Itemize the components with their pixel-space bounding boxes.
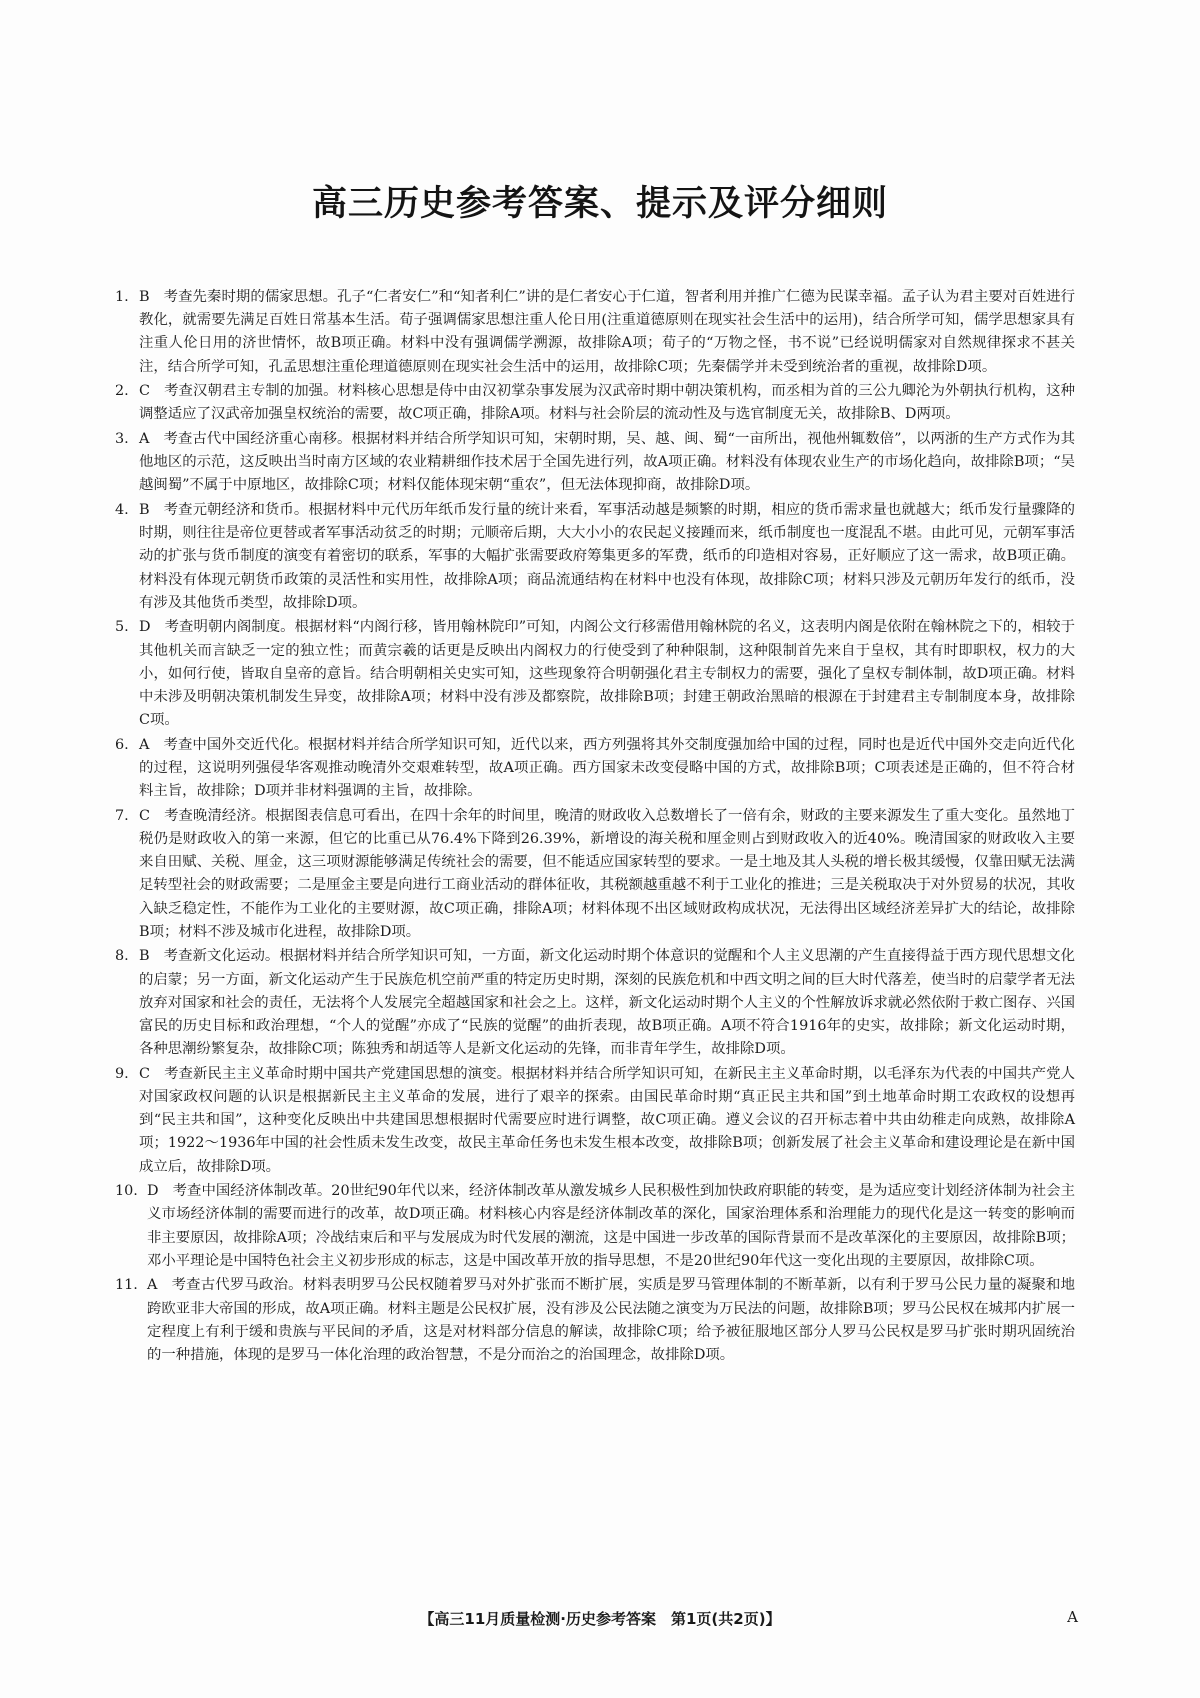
answer-choice: D	[147, 1183, 159, 1200]
answer-explanation: 考查明朝内阁制度。根据材料“内阁行移，皆用翰林院印”可知，内阁公文行移需借用翰林院的名义，这表明内阁是依附在翰林院之下的，相较于其他机关而言缺乏一定的独立性；而黄宗羲的话更是反映出内阁权力的行使受到了种种限制，这种限制首先来自于皇权，其有时即职权，权力的大小，如何行使，皆取自皇帝的意旨。结合明朝相关史实可知，这些现象符合明朝强化君主专制权力的需要，强化了皇权专制体制，故D项正确。材料中未涉及明朝决策机制发生异变，故排除A项；材料中没有涉及都察院，故排除B项；封建王朝政治黑暗的根源在于封建君主专制制度本身，故排除C项。	[139, 619, 1075, 729]
question-number: 9.	[115, 1065, 129, 1082]
answer-choice: B	[139, 502, 150, 518]
answer-number	[115, 499, 129, 522]
answer-choice: C	[139, 807, 151, 824]
answer-number	[115, 1063, 129, 1086]
answer-item	[115, 945, 1075, 1061]
answer-explanation: 考查新民主主义革命时期中国共产党建国思想的演变。根据材料并结合所学知识可知，在新民主主义革命时期，以毛泽东为代表的中国共产党人对国家政权问题的认识是根据新民主主义革命的发展，进行了艰辛的探索。由国民革命时期“真正民主共和国”到土地革命时期工农政权的设想再到“民主共和国”，这种变化反映出中共建国思想根据时代需要应时进行调整，故C项正确。遵义会议的召开标志着中共由幼稚走向成熟，故排除A项；1922～1936年中国的社会性质未发生改变，故民主革命任务也未发生根本改变，故排除B项；创新发展了社会主义革命和建设理论是在新中国成立后，故排除D项。	[139, 1065, 1075, 1175]
question-number: 1.	[115, 289, 129, 305]
question-number: 3.	[115, 431, 129, 447]
question-number: 8.	[115, 948, 129, 965]
answer-number	[115, 805, 129, 828]
question-number: 11.	[115, 1277, 138, 1294]
answer-choice: A	[147, 1277, 158, 1294]
version-mark: A	[1067, 1608, 1078, 1626]
answer-item	[115, 286, 1075, 379]
answer-explanation: 考查先秦时期的儒家思想。孔子“仁者安仁”和“知者利仁”讲的是仁者安心于仁道，智者利用并推广仁德为民谋幸福。孟子认为君主要对百姓进行教化，就需要先满足百姓日常基本生活。荀子强调儒家思想注重人伦日用(注重道德原则在现实社会生活中的运用)，结合所学可知，儒学思想家具有注重人伦日用的济世情怀，故B项正确。材料中没有强调儒学溯源，故排除A项；荀子的“万物之怪，书不说”已经说明儒家对自然规律探求不甚关注，结合所学可知，孔孟思想注重伦理道德原则在现实社会生活中的运用，故排除C项；先秦儒学并未受到统治者的重视，故排除D项。	[139, 289, 1075, 375]
answer-choice: B	[139, 948, 150, 965]
answer-number	[115, 616, 129, 639]
answer-explanation: 考查古代罗马政治。材料表明罗马公民权随着罗马对外扩张而不断扩展，实质是罗马管理体制的不断革新，以有利于罗马公民力量的凝聚和地跨欧亚非大帝国的形成，故A项正确。材料主题是公民权扩展，没有涉及公民法随之演变为万民法的问题，故排除B项；罗马公民权在城邦内扩展一定程度上有利于缓和贵族与平民间的矛盾，这是对材料部分信息的解读，故排除C项；给予被征服地区部分人罗马公民权是罗马扩张时期巩固统治的一种措施，体现的是罗马一体化治理的政治智慧，不是分而治之的治国理念，故排除D项。	[147, 1277, 1075, 1364]
answer-item	[115, 734, 1075, 804]
answer-number	[115, 380, 129, 403]
question-number: 5.	[115, 619, 129, 636]
question-number: 2.	[115, 383, 129, 400]
answer-item	[115, 805, 1075, 944]
answer-item	[115, 1063, 1075, 1179]
answer-list	[115, 286, 1075, 1369]
question-number: 7.	[115, 807, 129, 824]
answer-choice: A	[139, 431, 150, 447]
answer-choice: C	[139, 383, 151, 400]
answer-number	[115, 1180, 138, 1203]
answer-item	[115, 1180, 1075, 1273]
question-number: 6.	[115, 736, 129, 753]
answer-number	[115, 1274, 138, 1297]
answer-number	[115, 945, 129, 968]
answer-explanation: 考查新文化运动。根据材料并结合所学知识可知，一方面，新文化运动时期个体意识的觉醒和个人主义思潮的产生直接得益于西方现代思想文化的启蒙；另一方面，新文化运动产生于民族危机空前严重的特定历史时期，深刻的民族危机和中西文明之间的巨大时代落差，使当时的启蒙学者无法放弃对国家和社会的责任，无法将个人发展完全超越国家和社会之上。这样，新文化运动时期个人主义的个性解放诉求就必然依附于救亡图存、兴国富民的历史目标和政治理想，“个人的觉醒”亦成了“民族的觉醒”的曲折表现，故B项正确。A项不符合1916年的史实，故排除；新文化运动时期，各种思潮纷繁复杂，故排除C项；陈独秀和胡适等人是新文化运动的先锋，而非青年学生，故排除D项。	[139, 948, 1075, 1058]
answer-item	[115, 499, 1075, 615]
question-number: 4.	[115, 502, 129, 518]
answer-choice: A	[139, 736, 150, 753]
answer-item	[115, 380, 1075, 426]
answer-choice: D	[139, 619, 151, 636]
answer-number	[115, 286, 129, 309]
answer-item	[115, 616, 1075, 732]
answer-number	[115, 734, 129, 757]
answer-explanation: 考查元朝经济和货币。根据材料中元代历年纸币发行量的统计来看，军事活动越是频繁的时期，相应的货币需求量也就越大；纸币发行量骤降的时期，则往往是帝位更替或者军事活动贫乏的时期；元顺帝后期，大大小小的农民起义接踵而来，纸币制度也一度混乱不堪。由此可见，元朝军事活动的扩张与货币制度的演变有着密切的联系，军事的大幅扩张需要政府筹集更多的军费，纸币的印造相对容易，正好顺应了这一需求，故B项正确。材料没有体现元朝货币政策的灵活性和实用性，故排除A项；商品流通结构在材料中也没有体现，故排除C项；材料只涉及元朝历年发行的纸币，没有涉及其他货币类型，故排除D项。	[139, 502, 1075, 611]
answer-explanation: 考查中国外交近代化。根据材料并结合所学知识可知，近代以来，西方列强将其外交制度强加给中国的过程，同时也是近代中国外交走向近代化的过程，这说明列强侵华客观推动晚清外交艰难转型，故A项正确。西方国家未改变侵略中国的方式，故排除B项；C项表述是正确的，但不符合材料主旨，故排除；D项并非材料强调的主旨，故排除。	[139, 736, 1075, 800]
page-title: 高三历史参考答案、提示及评分细则	[311, 184, 888, 224]
answer-explanation: 考查中国经济体制改革。20世纪90年代以来，经济体制改革从激发城乡人民积极性到加快政府职能的转变，是为适应变计划经济体制为社会主义市场经济体制的需要而进行的改革，故D项正确。材料核心内容是经济体制改革的深化，国家治理体系和治理能力的现代化是这一转变的影响而非主要原因，故排除A项；冷战结束后和平与发展成为时代发展的潮流，这是中国进一步改革的国际背景而不是改革深化的主要原因，故排除B项；邓小平理论是中国特色社会主义初步形成的标志，这是中国改革开放的指导思想，不是20世纪90年代这一变化出现的主要原因，故排除C项。	[147, 1183, 1075, 1269]
answer-explanation: 考查古代中国经济重心南移。根据材料并结合所学知识可知，宋朝时期，吴、越、闽、蜀“一亩所出，视他州辄数倍”，以两浙的生产方式作为其他地区的示范，这反映出当时南方区域的农业精耕细作技术居于全国先进行列，故A项正确。材料没有体现农业生产的市场化趋向，故排除B项；“吴越闽蜀”不属于中原地区，故排除C项；材料仅能体现宋朝“重农”，但无法体现抑商，故排除D项。	[139, 431, 1075, 494]
answer-number	[115, 428, 129, 451]
footer-text: 【高三11月质量检测·历史参考答案 第1页(共2页)】	[419, 1610, 781, 1628]
answer-item	[115, 428, 1075, 498]
answer-explanation: 考查汉朝君主专制的加强。材料核心思想是侍中由汉初掌杂事发展为汉武帝时期中朝决策机构，而丞相为首的三公九卿沦为外朝执行机构，这种调整适应了汉武帝加强皇权统治的需要，故C项正确，排除A项。材料与社会阶层的流动性及与选官制度无关，故排除B、D两项。	[139, 383, 1075, 423]
answer-item	[115, 1274, 1075, 1367]
answer-choice: B	[139, 289, 150, 305]
question-number: 10.	[115, 1183, 138, 1200]
answer-choice: C	[139, 1065, 151, 1082]
answer-explanation: 考查晚清经济。根据图表信息可看出，在四十余年的时间里，晚清的财政收入总数增长了一倍有余，财政的主要来源发生了重大变化。虽然地丁税仍是财政收入的第一来源，但它的比重已从76.4%下降到26.39%，新增设的海关税和厘金则占到财政收入的近40%。晚清国家的财政收入主要来自田赋、关税、厘金，这三项财源能够满足传统社会的需要，但不能适应国家转型的要求。一是土地及其人头税的增长极其缓慢，仅靠田赋无法满足转型社会的财政需要；二是厘金主要是向进行工商业活动的群体征收，其税额越重越不利于工业化的推进；三是关税取决于对外贸易的状况，其收入缺乏稳定性，不能作为工业化的主要财源，故C项正确，排除A项；材料体现不出区域财政构成状况，无法得出区域经济差异扩大的结论，故排除B项；材料不涉及城市化进程，故排除D项。	[139, 807, 1075, 940]
